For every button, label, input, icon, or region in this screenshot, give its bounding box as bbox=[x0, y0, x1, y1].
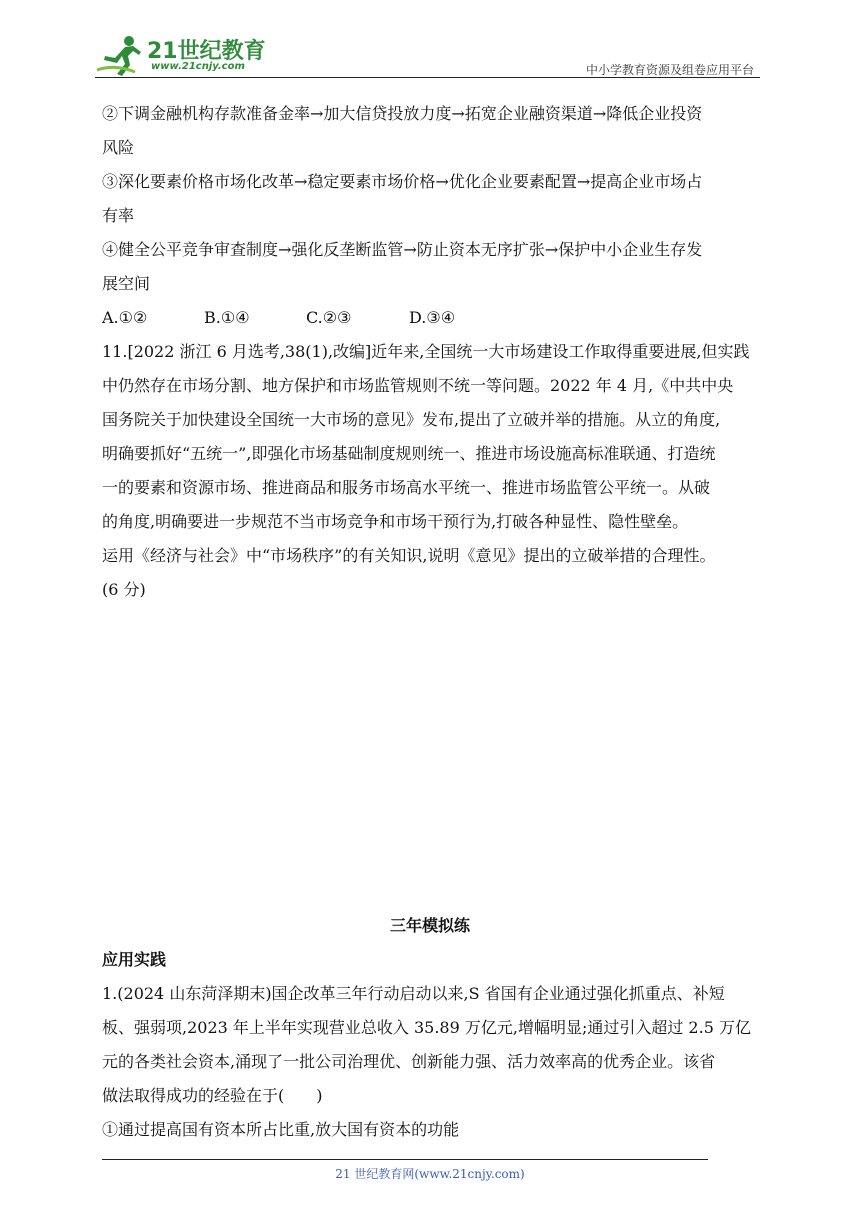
text-line: ④健全公平竞争审查制度→强化反垄断监管→防止资本无序扩张→保护中小企业生存发 bbox=[102, 240, 703, 259]
section-title: 三年模拟练 bbox=[389, 916, 470, 935]
text-line: 11.[2022 浙江 6 月选考,38(1),改编]近年来,全国统一大市场建设工作取得重要进展,但实践 bbox=[102, 342, 750, 361]
option-b: B.①④ bbox=[204, 308, 250, 327]
text-line: 风险 bbox=[102, 138, 135, 157]
text-line: ②下调金融机构存款准备金率→加大信贷投放力度→拓宽企业融资渠道→降低企业投资 bbox=[102, 104, 703, 123]
answer-options bbox=[102, 301, 762, 335]
text-line: (6 分) bbox=[102, 580, 146, 599]
runner-logo-icon bbox=[95, 34, 147, 78]
text-line: 中仍然存在市场分割、地方保护和市场监管规则不统一等问题。2022 年 4 月,《中共中央 bbox=[102, 376, 734, 395]
text-line: 国务院关于加快建设全国统一大市场的意见》发布,提出了立破并举的措施。从立的角度, bbox=[102, 410, 721, 429]
text-line: 的角度,明确要进一步规范不当市场竞争和市场干预行为,打破各种显性、隐性壁垒。 bbox=[102, 512, 689, 531]
option-d: D.③④ bbox=[409, 308, 456, 327]
logo-text: 21世纪教育 bbox=[147, 39, 266, 64]
text-line: 元的各类社会资本,涌现了一批公司治理优、创新能力强、活力效率高的优秀企业。该省 bbox=[102, 1052, 716, 1071]
option-c: C.②③ bbox=[306, 308, 352, 327]
option-a: A.①② bbox=[102, 308, 148, 327]
text-line: 板、强弱项,2023 年上半年实现营业总收入 35.89 万亿元,增幅明显;通过引入超过 2.5 万亿 bbox=[102, 1018, 751, 1037]
text-line: 明确要抓好“五统一”,即强化市场基础制度规则统一、推进市场设施高标准联通、打造统 bbox=[102, 444, 716, 463]
platform-name: 中小学教育资源及组卷应用平台 bbox=[585, 63, 754, 77]
page-header bbox=[95, 30, 760, 82]
text-line: ①通过提高国有资本所占比重,放大国有资本的功能 bbox=[102, 1120, 460, 1139]
text-line: 运用《经济与社会》中“市场秩序”的有关知识,说明《意见》提出的立破举措的合理性。 bbox=[102, 546, 716, 565]
header-divider bbox=[95, 77, 760, 78]
question-10-continued bbox=[102, 97, 762, 607]
footer-divider bbox=[102, 1159, 708, 1160]
logo-url: www.21cnjy.com bbox=[151, 61, 245, 72]
text-line: 一的要素和资源市场、推进商品和服务市场高水平统一、推进市场监管公平统一。从破 bbox=[102, 478, 711, 497]
text-line: 展空间 bbox=[102, 274, 151, 293]
site-logo[interactable] bbox=[95, 34, 265, 78]
sub-title: 应用实践 bbox=[102, 950, 167, 969]
footer-text[interactable]: 21 世纪教育网(www.21cnjy.com) bbox=[335, 1167, 525, 1181]
text-line: ③深化要素价格市场化改革→稳定要素市场价格→优化企业要素配置→提高企业市场占 bbox=[102, 172, 703, 191]
question-1 bbox=[102, 977, 762, 1147]
text-line: 有率 bbox=[102, 206, 135, 225]
text-line: 1.(2024 山东菏泽期末)国企改革三年行动启动以来,S 省国有企业通过强化抓重点、补短 bbox=[102, 984, 725, 1003]
text-line: 做法取得成功的经验在于( ) bbox=[102, 1086, 323, 1105]
